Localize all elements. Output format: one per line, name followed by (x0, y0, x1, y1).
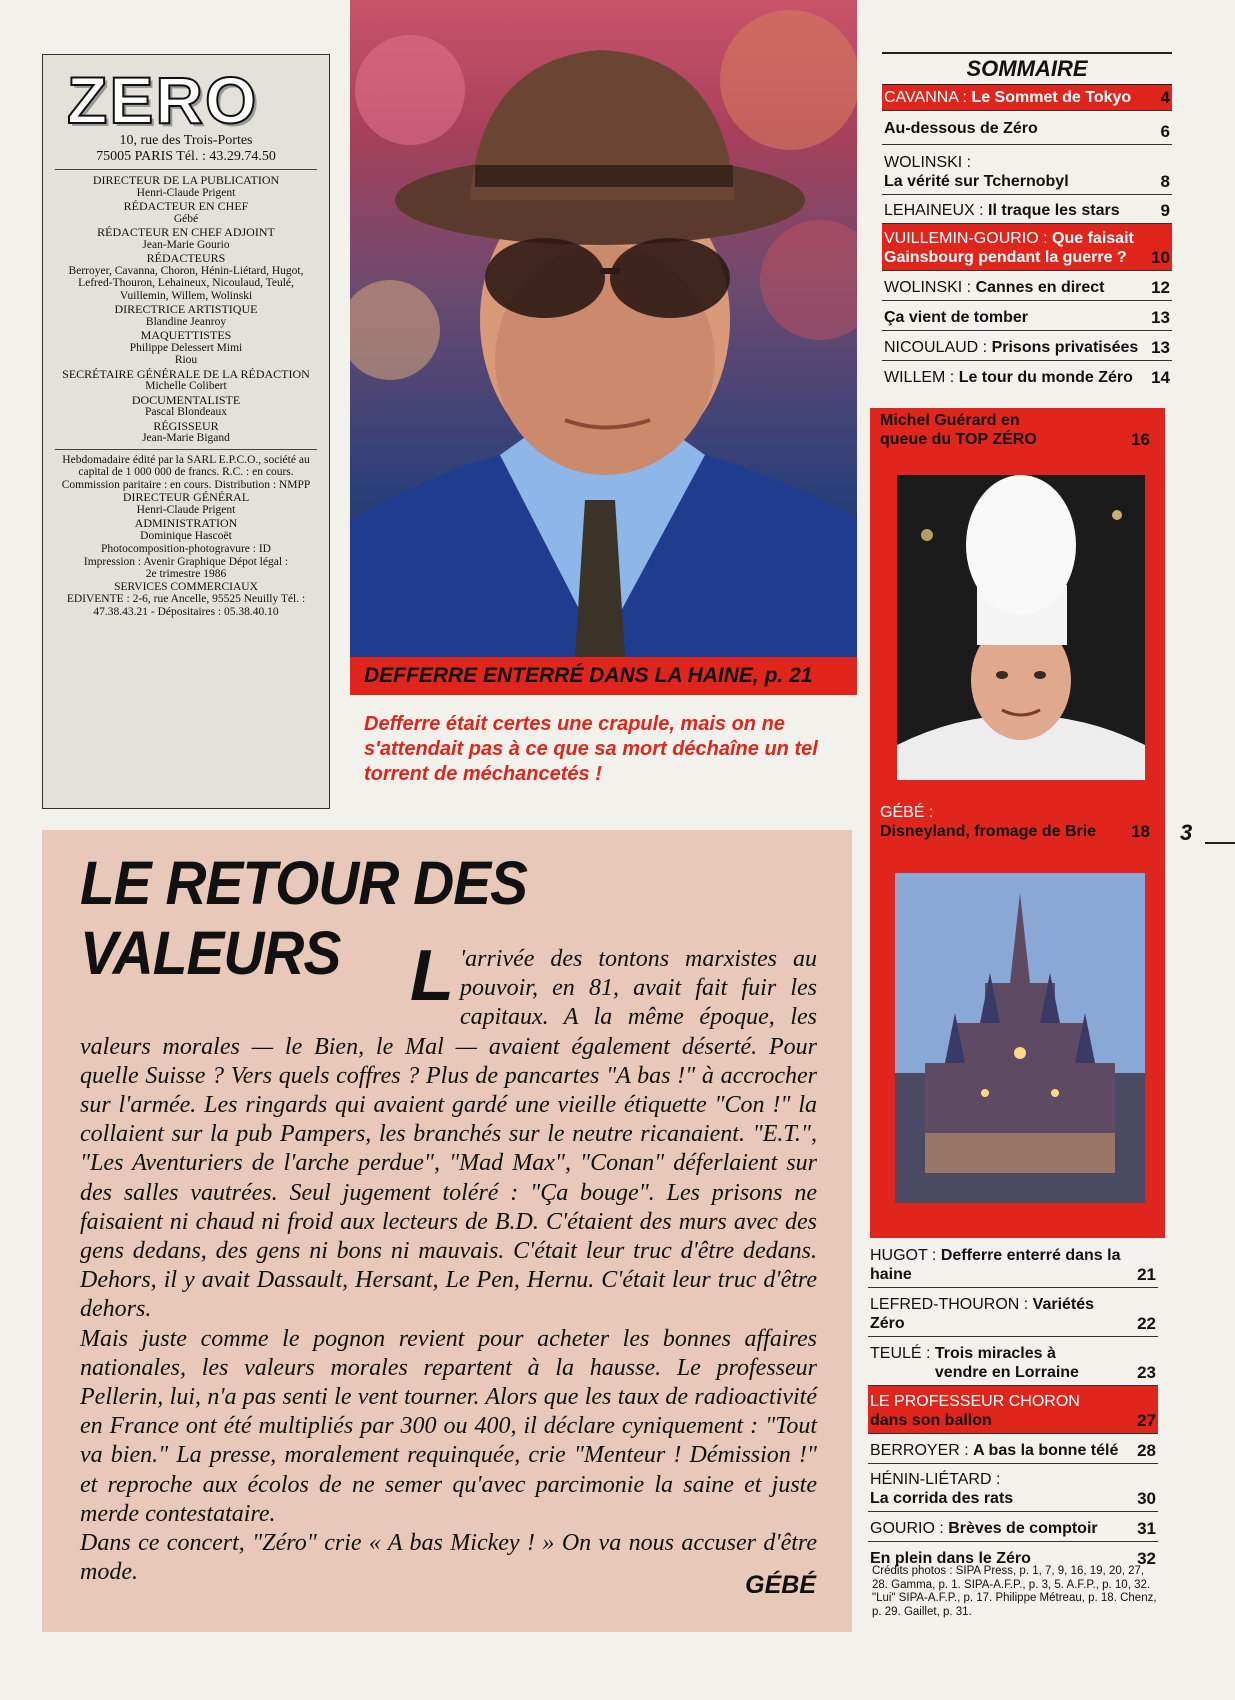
staff-role: DIRECTEUR GÉNÉRAL (122, 490, 250, 504)
photo-credits: Crédits photos : SIPA Press, p. 1, 7, 9, 16, 19, 20, 27, 28. Gamma, p. 1. SIPA-A.F.P., p. 3, 5. A.F.P., p. 10, 32. "Lui" SIPA-A.F.P., p. 17. Philippe Métreau, p. 18. Chenz, p. 29. Gaillet, p. 31. (872, 1565, 1157, 1618)
toc-entry[interactable] (868, 1464, 1158, 1512)
toc-title: Trois miracles à vendre en Lorraine (934, 1345, 1079, 1381)
cover-subcaption: Defferre était certes une crapule, mais on ne s'attendait pas à ce que sa mort déchaîne un tel torrent de méchancetés ! (364, 713, 818, 785)
toc-author: LEFRED-THOURON : (870, 1296, 1033, 1313)
toc-author: WILLEM : (884, 369, 959, 386)
staff-names: Michelle Colibert (145, 380, 227, 392)
chef-photo (897, 475, 1145, 780)
toc-title: La corrida des rats (870, 1490, 1014, 1507)
sommaire-title: SOMMAIRE (882, 52, 1172, 85)
toc-title: Le tour du monde Zéro (958, 369, 1133, 386)
toc-entry[interactable] (868, 1512, 1158, 1542)
publisher-info: Hebdomadaire édité par la SARL E.P.C.O., société au capital de 1 000 000 de francs. R.C. : en cours. Commission paritaire : en cours. Distribution : NMPP (61, 453, 311, 491)
toc-title: Brèves de comptoir (948, 1520, 1098, 1537)
staff-item (51, 174, 321, 199)
toc-page: 13 (1151, 338, 1170, 357)
toc-page: 4 (1160, 88, 1170, 107)
table-of-contents (882, 52, 1172, 390)
toc-page: 27 (1137, 1411, 1156, 1430)
staff-names: Henri-Claude Prigent (136, 503, 236, 516)
staff-item (51, 491, 321, 516)
toc-page: 22 (1137, 1314, 1156, 1333)
staff-names: Pascal Blondeaux (144, 406, 228, 418)
toc-author: LEHAINEUX : (884, 202, 989, 219)
portrait-image (350, 0, 857, 657)
page-number: 3 (1180, 820, 1193, 845)
toc-entry[interactable] (882, 224, 1172, 271)
toc-entry[interactable] (882, 361, 1172, 390)
toc-entry[interactable] (868, 1243, 1158, 1288)
staff-role: RÉDACTEUR EN CHEF ADJOINT (97, 225, 275, 239)
toc-page: 10 (1151, 248, 1170, 267)
address-line: 10, rue des Trois-Portes (119, 133, 253, 148)
staff-names: Jean-Marie Bigand (142, 432, 230, 444)
toc-title: En plein dans le Zéro (870, 1550, 1031, 1567)
toc-author: CAVANNA : (884, 89, 972, 106)
toc-title: Il traque les stars (988, 202, 1120, 219)
toc-page: 28 (1137, 1441, 1156, 1460)
staff-item (51, 226, 321, 251)
toc-page: 21 (1137, 1265, 1156, 1284)
toc-entry[interactable] (882, 145, 1172, 195)
toc-author: TEULÉ : (870, 1345, 935, 1362)
staff-names: Dominique Hascoët (140, 529, 232, 542)
castle-image (895, 873, 1145, 1203)
table-of-contents-continued (868, 1243, 1158, 1571)
cover-caption-bar (350, 657, 857, 695)
toc-title: Prisons privatisées (991, 339, 1139, 356)
toc-title: Cannes en direct (975, 279, 1105, 296)
toc-entry[interactable] (882, 111, 1172, 145)
toc-author: LE PROFESSEUR CHORON (870, 1393, 1080, 1410)
staff-names: Gébé (173, 212, 199, 225)
staff-item (51, 200, 321, 225)
staff-role: DOCUMENTALISTE (131, 392, 241, 407)
staff-item (51, 394, 321, 419)
toc-title: Disneyland, fromage de Brie (880, 823, 1097, 840)
staff-role: DIRECTEUR DE LA PUBLICATION (92, 173, 280, 187)
staff-role: ADMINISTRATION (134, 516, 238, 530)
production-info: Photocomposition-photogravure : ID Impression : Avenir Graphique Dépot légal : 2e trimestre 1986 (83, 543, 289, 580)
staff-item (51, 517, 321, 542)
toc-author: BERROYER : (870, 1442, 974, 1459)
toc-author: HÉNIN-LIÉTARD : (870, 1471, 1001, 1488)
toc-title: Variétés Zéro (870, 1296, 1095, 1332)
staff-role: RÉDACTEUR EN CHEF (123, 199, 249, 213)
staff-item (51, 368, 321, 393)
toc-entry[interactable] (868, 1434, 1158, 1464)
toc-entry[interactable] (868, 1337, 1158, 1386)
toc-author: NICOULAUD : (884, 339, 992, 356)
page-number-rule (1205, 842, 1235, 844)
chef-image (897, 475, 1145, 780)
toc-title: Ça vient de tomber (884, 309, 1029, 326)
toc-page: 18 (1131, 822, 1150, 841)
staff-names: Philippe Delessert Mimi Riou (129, 341, 243, 366)
staff-role: RÉGISSEUR (153, 418, 219, 433)
toc-entry[interactable] (882, 271, 1172, 301)
castle-photo (895, 873, 1145, 1203)
staff-list (51, 174, 321, 445)
editorial-box (42, 830, 852, 1632)
staff-item (51, 303, 321, 328)
toc-title: Le Sommet de Tokyo (971, 89, 1132, 106)
toc-page: 9 (1160, 201, 1170, 220)
staff-list-2 (51, 491, 321, 542)
toc-entry[interactable] (882, 331, 1172, 361)
editorial-paragraph: Dans ce concert, "Zéro" crie « A bas Mickey ! » On va nous accuser d'être mode. (80, 1530, 817, 1586)
toc-title: Michel Guérard en queue du TOP ZÉRO (880, 412, 1037, 448)
staff-role: RÉDACTEURS (146, 251, 226, 265)
toc-page: 6 (1160, 122, 1170, 141)
editorial-title: LE RETOUR DES VALEURS (80, 849, 528, 987)
commercial-role: SERVICES COMMERCIAUX (114, 580, 258, 593)
editorial-signature: GÉBÉ (745, 1571, 816, 1599)
staff-names: Blandine Jeanroy (145, 315, 227, 328)
toc-entry[interactable] (868, 1386, 1158, 1434)
toc-page: 32 (1137, 1549, 1156, 1568)
staff-item (51, 252, 321, 302)
toc-entry[interactable] (880, 803, 1150, 841)
toc-title: Au-dessous de Zéro (884, 120, 1038, 137)
toc-page: 16 (1131, 430, 1150, 449)
toc-author: WOLINSKI : (884, 154, 972, 171)
staff-names: Jean-Marie Gourio (142, 238, 230, 251)
toc-page: 31 (1137, 1519, 1156, 1538)
staff-item (51, 420, 321, 445)
toc-author: VUILLEMIN-GOURIO : (884, 230, 1053, 247)
cover-caption: DEFFERRE ENTERRÉ DANS LA HAINE, p. 21 (364, 664, 813, 687)
divider (55, 449, 317, 450)
staff-item (51, 329, 321, 367)
address-phone: 75005 PARIS Tél. : 43.29.74.50 (96, 149, 276, 164)
toc-page: 14 (1151, 368, 1170, 387)
commercial-info: EDIVENTE : 2-6, rue Ancelle, 95525 Neuilly Tél. : 47.38.43.21 - Dépositaires : 05.38.40.10 (66, 593, 306, 618)
toc-page: 12 (1151, 278, 1170, 297)
toc-title: A bas la bonne télé (973, 1442, 1119, 1459)
staff-role: SECRÉTAIRE GÉNÉRALE DE LA RÉDACTION (62, 366, 310, 381)
toc-title: Que faisait Gainsbourg pendant la guerre ? (884, 230, 1134, 266)
toc-entry[interactable] (868, 1288, 1158, 1337)
toc-entry[interactable] (882, 195, 1172, 224)
staff-role: MAQUETTISTES (140, 328, 232, 342)
editorial-body (80, 936, 817, 1587)
masthead-box (42, 54, 330, 809)
divider (55, 169, 317, 170)
cover-story[interactable] (350, 0, 857, 700)
toc-author: WOLINSKI : (884, 279, 976, 296)
drop-cap: L (410, 936, 454, 1016)
toc-title: La vérité sur Tchernobyl (884, 173, 1069, 190)
staff-names: Henri-Claude Prigent (136, 186, 236, 199)
toc-entry[interactable] (882, 301, 1172, 331)
toc-page: 30 (1137, 1489, 1156, 1508)
toc-author: HUGOT : (870, 1247, 941, 1264)
toc-title: dans son ballon (870, 1412, 992, 1429)
staff-names: Berroyer, Cavanna, Choron, Hénin-Liétard, Hugot, Lefred-Thouron, Lehaineux, Nicoulaud, Teulé, Vuillemin, Willem, Wolinski (68, 264, 304, 302)
toc-author: GOURIO : (870, 1520, 949, 1537)
toc-page: 23 (1137, 1363, 1156, 1382)
zero-logo: ZERO (67, 63, 259, 137)
editorial-paragraph: Mais juste comme le pognon revient pour acheter les bonnes affaires nationales, les valeurs morales repartent à la hausse. Le professeur Pellerin, lui, n'a pas senti le vent tourner. Alors que les taux de radioactivité en France ont été multipliés par 300 ou 400, il déclare cyniquement : "Tout va bien." La presse, moralement requinquée, crie "Menteur ! Démission !" et reproche aux écolos de ne semer qu'avec parcimonie la saine et juste merde contestataire. (80, 1325, 817, 1527)
toc-author: GÉBÉ : (880, 804, 934, 821)
toc-entry[interactable] (882, 85, 1172, 111)
toc-page: 13 (1151, 308, 1170, 327)
cover-photo (350, 0, 857, 657)
toc-entry[interactable] (880, 411, 1150, 449)
toc-page: 8 (1160, 172, 1170, 191)
toc-title: Defferre enterré dans la haine (870, 1247, 1121, 1283)
featured-panel (870, 408, 1165, 1238)
staff-role: DIRECTRICE ARTISTIQUE (114, 302, 258, 316)
editorial-paragraph: 'arrivée des tontons marxistes au pouvoir, en 81, avait fait fuir les capitaux. A la même époque, les valeurs morales — le Bien, le Mal — avaient également déserté. Pour quelle Suisse ? Vers quels coffres ? Plus de pancartes "A bas !" à accrocher sur l'armée. Les ringards qui avaient gardé une vieille étiquette "Con !" la collaient sur la pub Pampers, les branchés sur le neutre ricanaient. "E.T.", "Les Aventuriers de l'arche perdue", "Mad Max", "Conan" déferlaient sur des salles vautrées. Seul jugement toléré : "Ça bouge". Les prisons ne faisaient ni chaud ni froid aux lecteurs de B.D. C'étaient des murs avec des gens dedans, des gens ni bons ni mauvais. C'était leur truc d'être dedans. Dehors, il y avait Dassault, Hersant, Le Pen, Hernu. C'était leur truc d'être dehors. (80, 946, 817, 1323)
